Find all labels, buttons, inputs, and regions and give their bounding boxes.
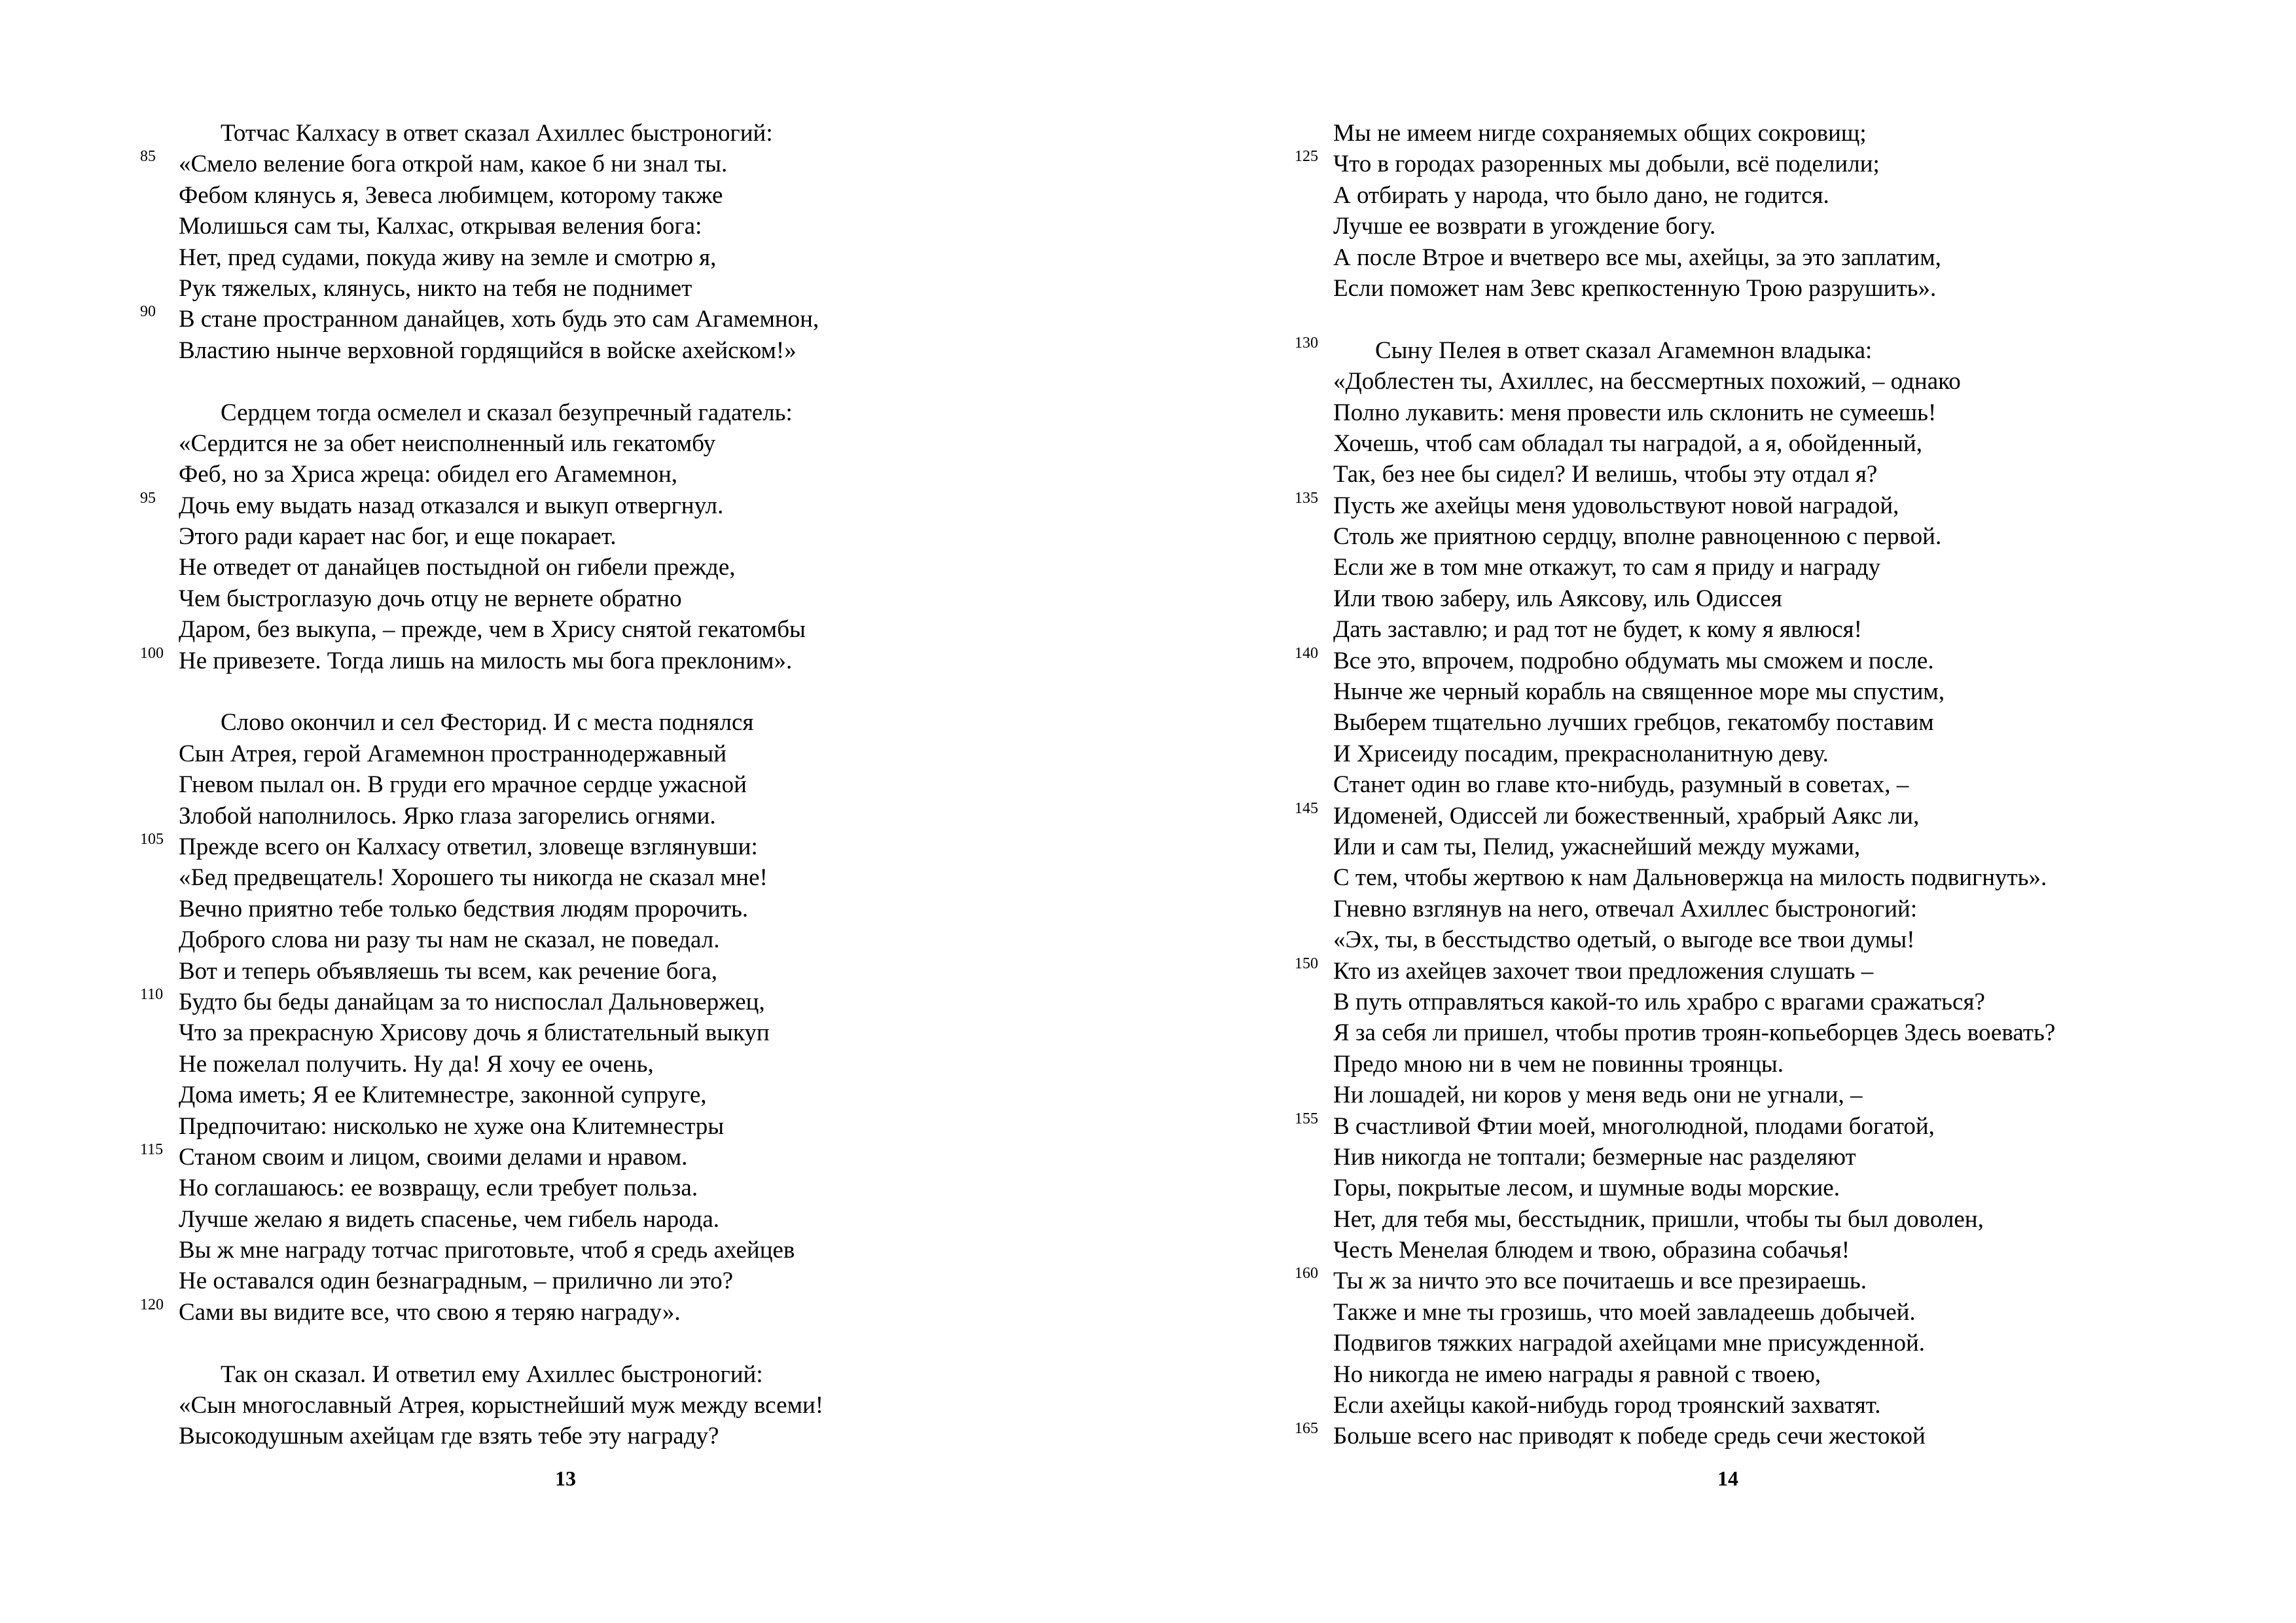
- verse-text: Нет, пред судами, покуда живу на земле и смотрю я,: [179, 244, 717, 271]
- verse-text: А после Втрое и вчетверо все мы, ахейцы, за это заплатим,: [1333, 244, 1941, 271]
- verse-text: Дочь ему выдать назад отказался и выкуп отвергнул.: [179, 492, 724, 519]
- verse-line: [179, 1266, 823, 1296]
- line-number: 145: [1295, 799, 1318, 817]
- verse-text: Что в городах разоренных мы добыли, всё поделили;: [1333, 151, 1880, 178]
- verse-text: Сердцем тогда осмелел и сказал безупречный гадатель:: [221, 399, 793, 426]
- verse-text: Также и мне ты грозишь, что моей завладеешь добычей.: [1333, 1298, 1916, 1326]
- verse-line: [1333, 739, 2055, 769]
- verse-text: Все это, впрочем, подробно обдумать мы сможем и после.: [1333, 647, 1934, 674]
- verse-text: Станом своим и лицом, своими делами и нравом.: [179, 1143, 688, 1171]
- verse-line: [1333, 211, 2055, 242]
- line-number: 115: [140, 1140, 164, 1158]
- verse-line: [179, 273, 823, 304]
- line-number: 120: [140, 1296, 164, 1313]
- verse-text: Чем быстроглазую дочь отцу не вернете обратно: [179, 585, 682, 612]
- verse-text: В путь отправляться какой-то иль храбро с врагами сражаться?: [1333, 988, 1985, 1015]
- verse-line: [140, 985, 823, 1017]
- line-number: 130: [1295, 334, 1318, 352]
- verse-text: Я за себя ли пришел, чтобы против троян-копьеборцев Здесь воевать?: [1333, 1019, 2056, 1047]
- verse-line: [1295, 334, 2055, 366]
- line-number: 165: [1295, 1420, 1318, 1438]
- verse-text: Ты ж за ничто это все почитаешь и все презираешь.: [1333, 1267, 1867, 1295]
- verse-text: Фебом клянусь я, Зевеса любимцем, которому также: [179, 181, 723, 209]
- verse-line: [1333, 1204, 2055, 1235]
- verse-line: [1333, 1049, 2055, 1080]
- verse-line: [179, 1359, 823, 1390]
- page-number: 13: [555, 1467, 576, 1490]
- verse-text: Нынче же черный корабль на священное море мы спустим,: [1333, 678, 1945, 706]
- verse-line: [179, 1111, 823, 1142]
- line-number: 85: [140, 148, 156, 166]
- verse-line: [179, 242, 823, 273]
- verse-text: С тем, чтобы жертвою к нам Дальновержца на милость подвигнуть».: [1333, 864, 2047, 892]
- verse-line: [1333, 676, 2055, 707]
- right-page: [1148, 0, 2296, 1623]
- verse-line: [1333, 1235, 2055, 1266]
- verse-text: Феб, но за Хриса жреца: обидел его Агамемнон,: [179, 461, 678, 488]
- verse-text: Дать заставлю; и рад тот не будет, к кому я явлюся!: [1333, 616, 1862, 644]
- verse-text: Лучше желаю я видеть спасенье, чем гибель народа.: [179, 1205, 720, 1233]
- verse-line: [140, 1140, 823, 1173]
- verse-line: [140, 1296, 823, 1328]
- verse-line: [1333, 521, 2055, 552]
- stanza-break: [179, 676, 823, 707]
- verse-text: Рук тяжелых, клянусь, никто на тебя не поднимет: [179, 274, 692, 302]
- verse-text: Выберем тщательно лучших гребцов, гекатомбу поставим: [1333, 709, 1934, 737]
- verse-text: Или и сам ты, Пелид, ужаснейший между мужами,: [1333, 833, 1861, 860]
- verse-line: [179, 552, 823, 583]
- verse-text: Предо мною ни в чем не повинны троянцы.: [1333, 1050, 1784, 1078]
- verse-line: [1295, 1110, 2055, 1142]
- verse-line: [1295, 799, 2055, 831]
- line-number: 140: [1295, 644, 1318, 662]
- verse-line: [1333, 614, 2055, 645]
- verse-line: [1333, 1080, 2055, 1110]
- verse-line: [179, 118, 823, 149]
- verse-text: Мы не имеем нигде сохраняемых общих сокровищ;: [1333, 120, 1867, 147]
- verse-line: [179, 924, 823, 955]
- verse-text: Горы, покрытые лесом, и шумные воды морские.: [1333, 1175, 1840, 1202]
- line-number: 160: [1295, 1265, 1318, 1283]
- left-page-text: [140, 118, 824, 1452]
- verse-line: [140, 830, 823, 862]
- verse-text: «Смело веление бога открой нам, какое б ни знал ты.: [179, 151, 728, 178]
- verse-line: [179, 1017, 823, 1048]
- verse-line: [179, 211, 823, 242]
- verse-line: [1333, 366, 2055, 397]
- verse-text: Но соглашаюсь: ее возвращу, если требует польза.: [179, 1175, 698, 1202]
- verse-text: Молишься сам ты, Калхас, открывая веления бога:: [179, 213, 702, 240]
- verse-line: [1333, 273, 2055, 304]
- verse-text: Так, без нее бы сидел? И велишь, чтобы эту отдал я?: [1333, 461, 1878, 488]
- verse-line: [179, 862, 823, 893]
- verse-text: Если ахейцы какой-нибудь город троянский захватят.: [1333, 1392, 1881, 1419]
- verse-line: [179, 1421, 823, 1451]
- verse-text: Но никогда не имею награды я равной с твоею,: [1333, 1360, 1821, 1388]
- verse-text: Не оставался один безнаградным, – прилично ли это?: [179, 1267, 734, 1295]
- verse-text: Сыну Пелея в ответ сказал Агамемнон владыка:: [1375, 337, 1873, 364]
- verse-text: Нив никогда не топтали; безмерные нас разделяют: [1333, 1143, 1856, 1171]
- verse-line: [179, 739, 823, 769]
- line-number: 90: [140, 303, 156, 321]
- line-number: 105: [140, 830, 164, 848]
- verse-text: «Сердится не за обет неисполненный иль гекатомбу: [179, 429, 716, 457]
- verse-text: Вы ж мне награду тотчас приготовьте, чтоб я средь ахейцев: [179, 1237, 795, 1264]
- verse-line: [179, 1080, 823, 1110]
- verse-line: [1295, 1420, 2055, 1451]
- verse-line: [1333, 707, 2055, 738]
- verse-line: [179, 583, 823, 614]
- verse-text: Лучше ее возврати в угождение богу.: [1333, 213, 1716, 240]
- verse-text: Слово окончил и сел Фесторид. И с места поднялся: [221, 709, 754, 737]
- verse-text: Не отведет от данайцев постыдной он гибели прежде,: [179, 554, 736, 581]
- verse-text: Высокодушным ахейцам где взять тебе эту награду?: [179, 1423, 719, 1450]
- verse-text: Этого ради карает нас бог, и еще покарает.: [179, 523, 617, 551]
- verse-text: Даром, без выкупа, – прежде, чем в Хрису снятой гекатомбы: [179, 616, 806, 644]
- verse-line: [179, 521, 823, 552]
- verse-text: Сын Атрея, герой Агамемнон пространнодержавный: [179, 740, 726, 767]
- verse-text: Если поможет нам Зевс крепкостенную Трою разрушить».: [1333, 274, 1937, 302]
- verse-text: Честь Менелая блюдем и твою, образина собачья!: [1333, 1237, 1850, 1264]
- verse-line: [1333, 924, 2055, 955]
- verse-text: И Хрисеиду посадим, прекрасноланитную деву.: [1333, 740, 1829, 767]
- verse-line: [1333, 1328, 2055, 1359]
- verse-text: Доброго слова ни разу ты нам не сказал, не поведал.: [179, 926, 720, 954]
- verse-line: [1333, 118, 2055, 149]
- verse-text: «Эх, ты, в бесстыдство одетый, о выгоде все твои думы!: [1333, 926, 1915, 954]
- verse-line: [179, 801, 823, 831]
- verse-text: «Бед предвещатель! Хорошего ты никогда не сказал мне!: [179, 864, 768, 892]
- verse-line: [1295, 1265, 2055, 1296]
- verse-text: Вот и теперь объявляешь ты всем, как речение бога,: [179, 957, 717, 985]
- verse-text: Не пожелал получить. Ну да! Я хочу ее очень,: [179, 1050, 654, 1078]
- verse-text: Кто из ахейцев захочет твои предложения слушать –: [1333, 957, 1874, 985]
- verse-line: [179, 956, 823, 987]
- verse-line: [1333, 242, 2055, 273]
- verse-line: [179, 769, 823, 800]
- verse-line: [1333, 428, 2055, 459]
- stanza-break: [179, 1328, 823, 1359]
- verse-text: Или твою заберу, иль Аяксову, иль Одиссея: [1333, 585, 1782, 612]
- verse-text: Властию нынче верховной гордящийся в войске ахейском!»: [179, 337, 797, 364]
- verse-line: [179, 397, 823, 428]
- verse-text: Больше всего нас приводят к победе средь сечи жестокой: [1333, 1423, 1926, 1450]
- verse-line: [1333, 1173, 2055, 1203]
- verse-text: Дома иметь; Я ее Клитемнестре, законной супруге,: [179, 1082, 707, 1109]
- page-number: 14: [1717, 1467, 1738, 1490]
- verse-text: Идоменей, Одиссей ли божественный, храбрый Аякс ли,: [1333, 802, 1920, 830]
- verse-line: [1333, 1297, 2055, 1328]
- verse-line: [179, 180, 823, 211]
- verse-line: [140, 489, 823, 521]
- line-number: 135: [1295, 489, 1318, 507]
- line-number: 110: [140, 985, 164, 1003]
- verse-line: [179, 335, 823, 366]
- verse-line: [1333, 987, 2055, 1017]
- verse-text: Злобой наполнилось. Ярко глаза загорелись огнями.: [179, 802, 716, 830]
- line-number: 95: [140, 489, 156, 507]
- right-page-text: [1295, 118, 2056, 1452]
- verse-line: [1333, 397, 2055, 428]
- verse-line: [179, 1049, 823, 1080]
- verse-text: Предпочитаю: нисколько не хуже она Клитемнестры: [179, 1112, 725, 1140]
- verse-line: [140, 148, 823, 179]
- verse-line: [179, 894, 823, 924]
- verse-text: Что за прекрасную Хрисову дочь я блистательный выкуп: [179, 1019, 770, 1047]
- stanza-break: [179, 366, 823, 397]
- verse-text: Нет, для тебя мы, бесстыдник, пришли, чтобы ты был доволен,: [1333, 1205, 1984, 1233]
- verse-text: Хочешь, чтоб сам обладал ты наградой, а я, обойденный,: [1333, 429, 1923, 457]
- line-number: 125: [1295, 148, 1318, 166]
- verse-line: [140, 303, 823, 335]
- verse-text: В счастливой Фтии моей, многолюдной, плодами богатой,: [1333, 1112, 1935, 1140]
- verse-text: Не привезете. Тогда лишь на милость мы бога преклоним».: [179, 647, 793, 674]
- verse-text: Подвигов тяжких наградой ахейцами мне присужденной.: [1333, 1330, 1926, 1357]
- verse-text: А отбирать у народа, что было дано, не годится.: [1333, 181, 1829, 209]
- verse-line: [1333, 1359, 2055, 1390]
- verse-line: [179, 459, 823, 490]
- verse-line: [1333, 180, 2055, 211]
- verse-line: [179, 1204, 823, 1235]
- verse-line: [1333, 862, 2055, 893]
- verse-line: [1333, 1142, 2055, 1173]
- verse-line: [1333, 769, 2055, 800]
- verse-text: «Доблестен ты, Ахиллес, на бессмертных похожий, – однако: [1333, 368, 1961, 395]
- verse-line: [179, 1235, 823, 1266]
- verse-text: Гневом пылал он. В груди его мрачное сердце ужасной: [179, 771, 747, 799]
- verse-line: [1295, 644, 2055, 676]
- verse-text: Сами вы видите все, что свою я теряю награду».: [179, 1298, 681, 1326]
- verse-text: Столь же приятною сердцу, вполне равноценною с первой.: [1333, 523, 1942, 551]
- verse-line: [179, 428, 823, 459]
- verse-text: Вечно приятно тебе только бедствия людям пророчить.: [179, 895, 749, 922]
- verse-text: Прежде всего он Калхасу ответил, зловеще взглянувши:: [179, 833, 758, 860]
- verse-text: Так он сказал. И ответил ему Ахиллес быстроногий:: [221, 1360, 763, 1388]
- verse-line: [179, 707, 823, 738]
- verse-line: [179, 1390, 823, 1421]
- verse-text: Тотчас Калхасу в ответ сказал Ахиллес быстроногий:: [221, 120, 773, 147]
- verse-line: [1333, 552, 2055, 583]
- verse-line: [1333, 1390, 2055, 1421]
- stanza-break: [1333, 304, 2055, 335]
- verse-text: Гневно взглянув на него, отвечал Ахиллес быстроногий:: [1333, 895, 1918, 922]
- verse-text: Станет один во главе кто-нибудь, разумный в советах, –: [1333, 771, 1909, 799]
- verse-line: [1333, 1017, 2055, 1048]
- verse-text: Если же в том мне откажут, то сам я приду и награду: [1333, 554, 1881, 581]
- verse-text: Пусть же ахейцы меня удовольствуют новой наградой,: [1333, 492, 1899, 519]
- verse-text: В стане пространном данайцев, хоть будь это сам Агамемнон,: [179, 306, 819, 333]
- line-number: 150: [1295, 955, 1318, 972]
- verse-line: [1333, 831, 2055, 862]
- line-number: 100: [140, 644, 164, 662]
- verse-text: Будто бы беды данайцам за то ниспослал Дальновержец,: [179, 988, 765, 1015]
- verse-line: [140, 644, 823, 676]
- verse-line: [1295, 955, 2055, 987]
- verse-text: Полно лукавить: меня провести иль склонить не сумеешь!: [1333, 399, 1937, 426]
- verse-line: [1295, 489, 2055, 521]
- verse-line: [1333, 583, 2055, 614]
- verse-line: [1295, 148, 2055, 179]
- verse-line: [1333, 894, 2055, 924]
- verse-line: [179, 614, 823, 645]
- verse-text: «Сын многославный Атрея, корыстнейший муж между всеми!: [179, 1392, 824, 1419]
- verse-text: Ни лошадей, ни коров у меня ведь они не угнали, –: [1333, 1082, 1863, 1109]
- verse-line: [179, 1173, 823, 1203]
- line-number: 155: [1295, 1110, 1318, 1127]
- verse-line: [1333, 459, 2055, 490]
